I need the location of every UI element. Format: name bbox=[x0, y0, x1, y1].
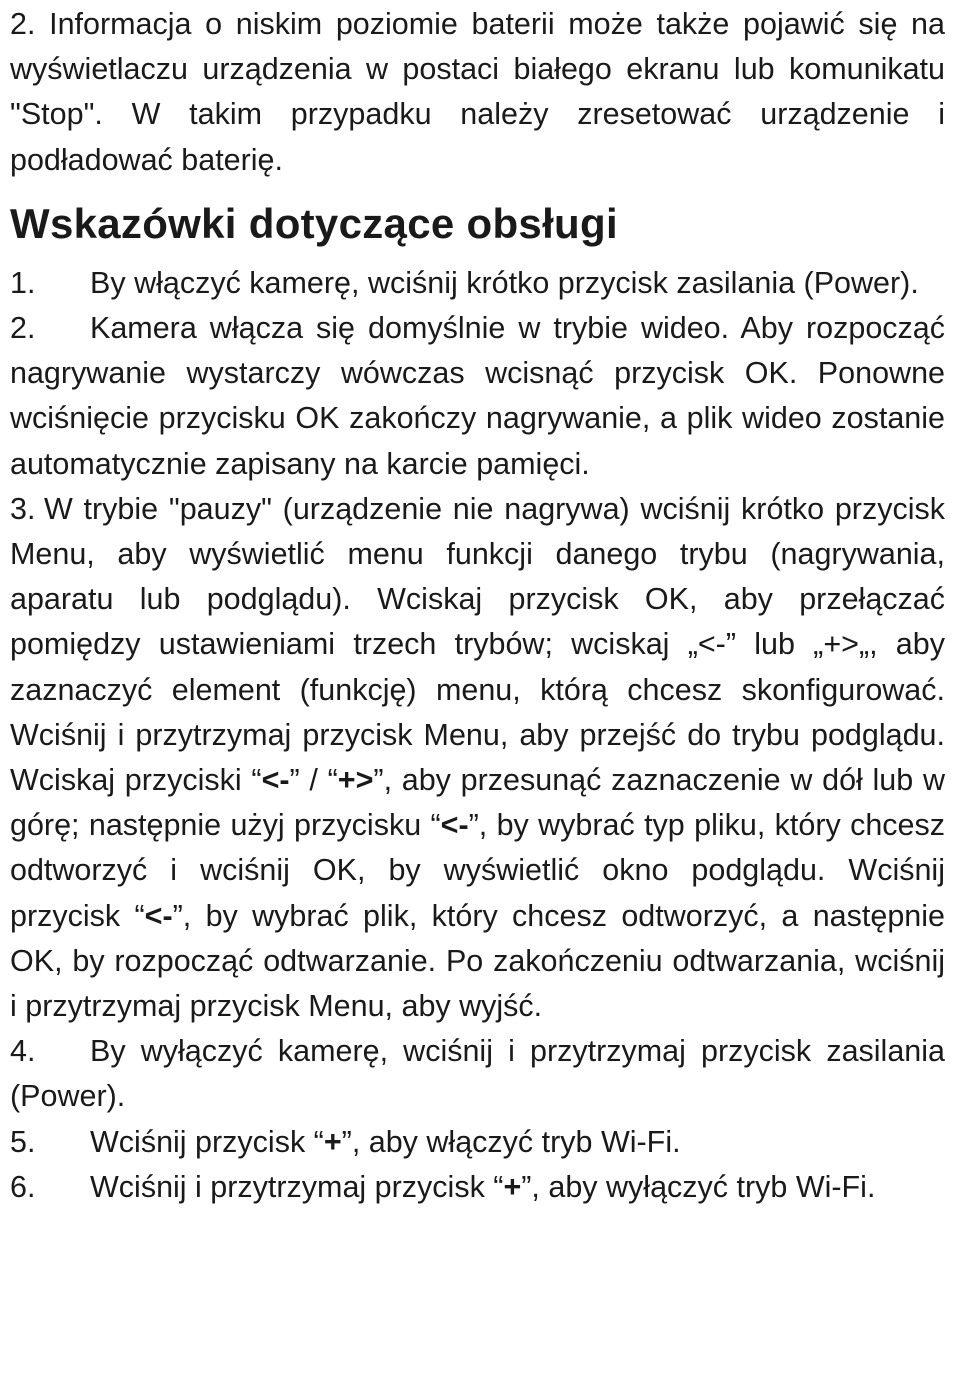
item-number: 1. bbox=[10, 265, 36, 300]
section-title: Wskazówki dotyczące obsługi bbox=[10, 199, 618, 247]
list-item-6 bbox=[10, 1165, 945, 1210]
item-text-part: ” / “ bbox=[289, 763, 338, 798]
item-text-part: ”, aby wyłączyć tryb Wi-Fi. bbox=[521, 1169, 876, 1204]
button-symbol: +> bbox=[337, 763, 374, 798]
list-item-2 bbox=[10, 306, 945, 487]
item-number: 3. bbox=[10, 491, 36, 526]
item-number: 6. bbox=[10, 1169, 36, 1204]
item-text-part: ”, by wybrać plik, który chcesz odtworzyć, a następnie OK, by rozpocząć odtwarzanie. Po zakończeniu odtwarzania, wciśnij i przytrzymaj przycisk Menu, aby wyjść. bbox=[10, 898, 945, 1024]
item-text-part: ”, by wybrać typ pliku, który chcesz odtworzyć i wciśnij OK, by wyświetlić okno podglądu. Wciśnij przycisk “ bbox=[10, 808, 946, 933]
list-item-4 bbox=[10, 1029, 945, 1119]
item-text-part: ”, aby przesunąć zaznaczenie w dół lub w górę; następnie użyj przycisku “ bbox=[10, 763, 945, 843]
intro-paragraph: 2. Informacja o niskim poziomie baterii może także pojawić się na wyświetlaczu urządzenia w postaci białego ekranu lub komunikatu "Stop". W takim przypadku należy zresetować urządzenie i podładować baterię. bbox=[10, 7, 945, 177]
item-number: 2. bbox=[10, 311, 36, 346]
item-text-part: Wciśnij przycisk “ bbox=[90, 1124, 324, 1159]
item-text-part: ”, aby włączyć tryb Wi-Fi. bbox=[341, 1124, 681, 1159]
button-symbol: <- bbox=[440, 808, 469, 843]
button-symbol: + bbox=[503, 1169, 522, 1204]
button-symbol: + bbox=[323, 1124, 342, 1159]
button-symbol: <- bbox=[261, 763, 290, 798]
item-text: By włączyć kamerę, wciśnij krótko przycisk zasilania (Power). bbox=[90, 265, 919, 300]
item-number: 5. bbox=[10, 1124, 36, 1159]
item-text: By wyłączyć kamerę, wciśnij i przytrzymaj przycisk zasilania (Power). bbox=[10, 1034, 945, 1114]
item-number: 4. bbox=[10, 1034, 36, 1069]
item-text: Kamera włącza się domyślnie w trybie wideo. Aby rozpocząć nagrywanie wystarczy wówczas wcisnąć przycisk OK. Ponowne wciśnięcie przycisku OK zakończy nagrywanie, a plik wideo zostanie automatycznie zapisany na karcie pamięci. bbox=[10, 311, 945, 481]
item-text-part: Wciśnij i przytrzymaj przycisk “ bbox=[90, 1169, 504, 1204]
list-item-3 bbox=[10, 487, 945, 1029]
button-symbol: <- bbox=[144, 898, 173, 933]
document-page bbox=[10, 0, 945, 1210]
list-item-5 bbox=[10, 1120, 945, 1165]
item-text-part: W trybie "pauzy" (urządzenie nie nagrywa) wciśnij krótko przycisk Menu, aby wyświetlić menu funkcji danego trybu (nagrywania, aparatu lub podglądu). Wciskaj przycisk OK, aby przełączać pomiędzy ustawieniami trzech trybów; wciskaj „<-” lub „+>„, aby zaznaczyć element (funkcję) menu, którą chcesz skonfigurować. Wciśnij i przytrzymaj przycisk Menu, aby przejść do trybu podglądu. Wciskaj przyciski “ bbox=[10, 491, 945, 798]
list-item-1 bbox=[10, 261, 945, 306]
